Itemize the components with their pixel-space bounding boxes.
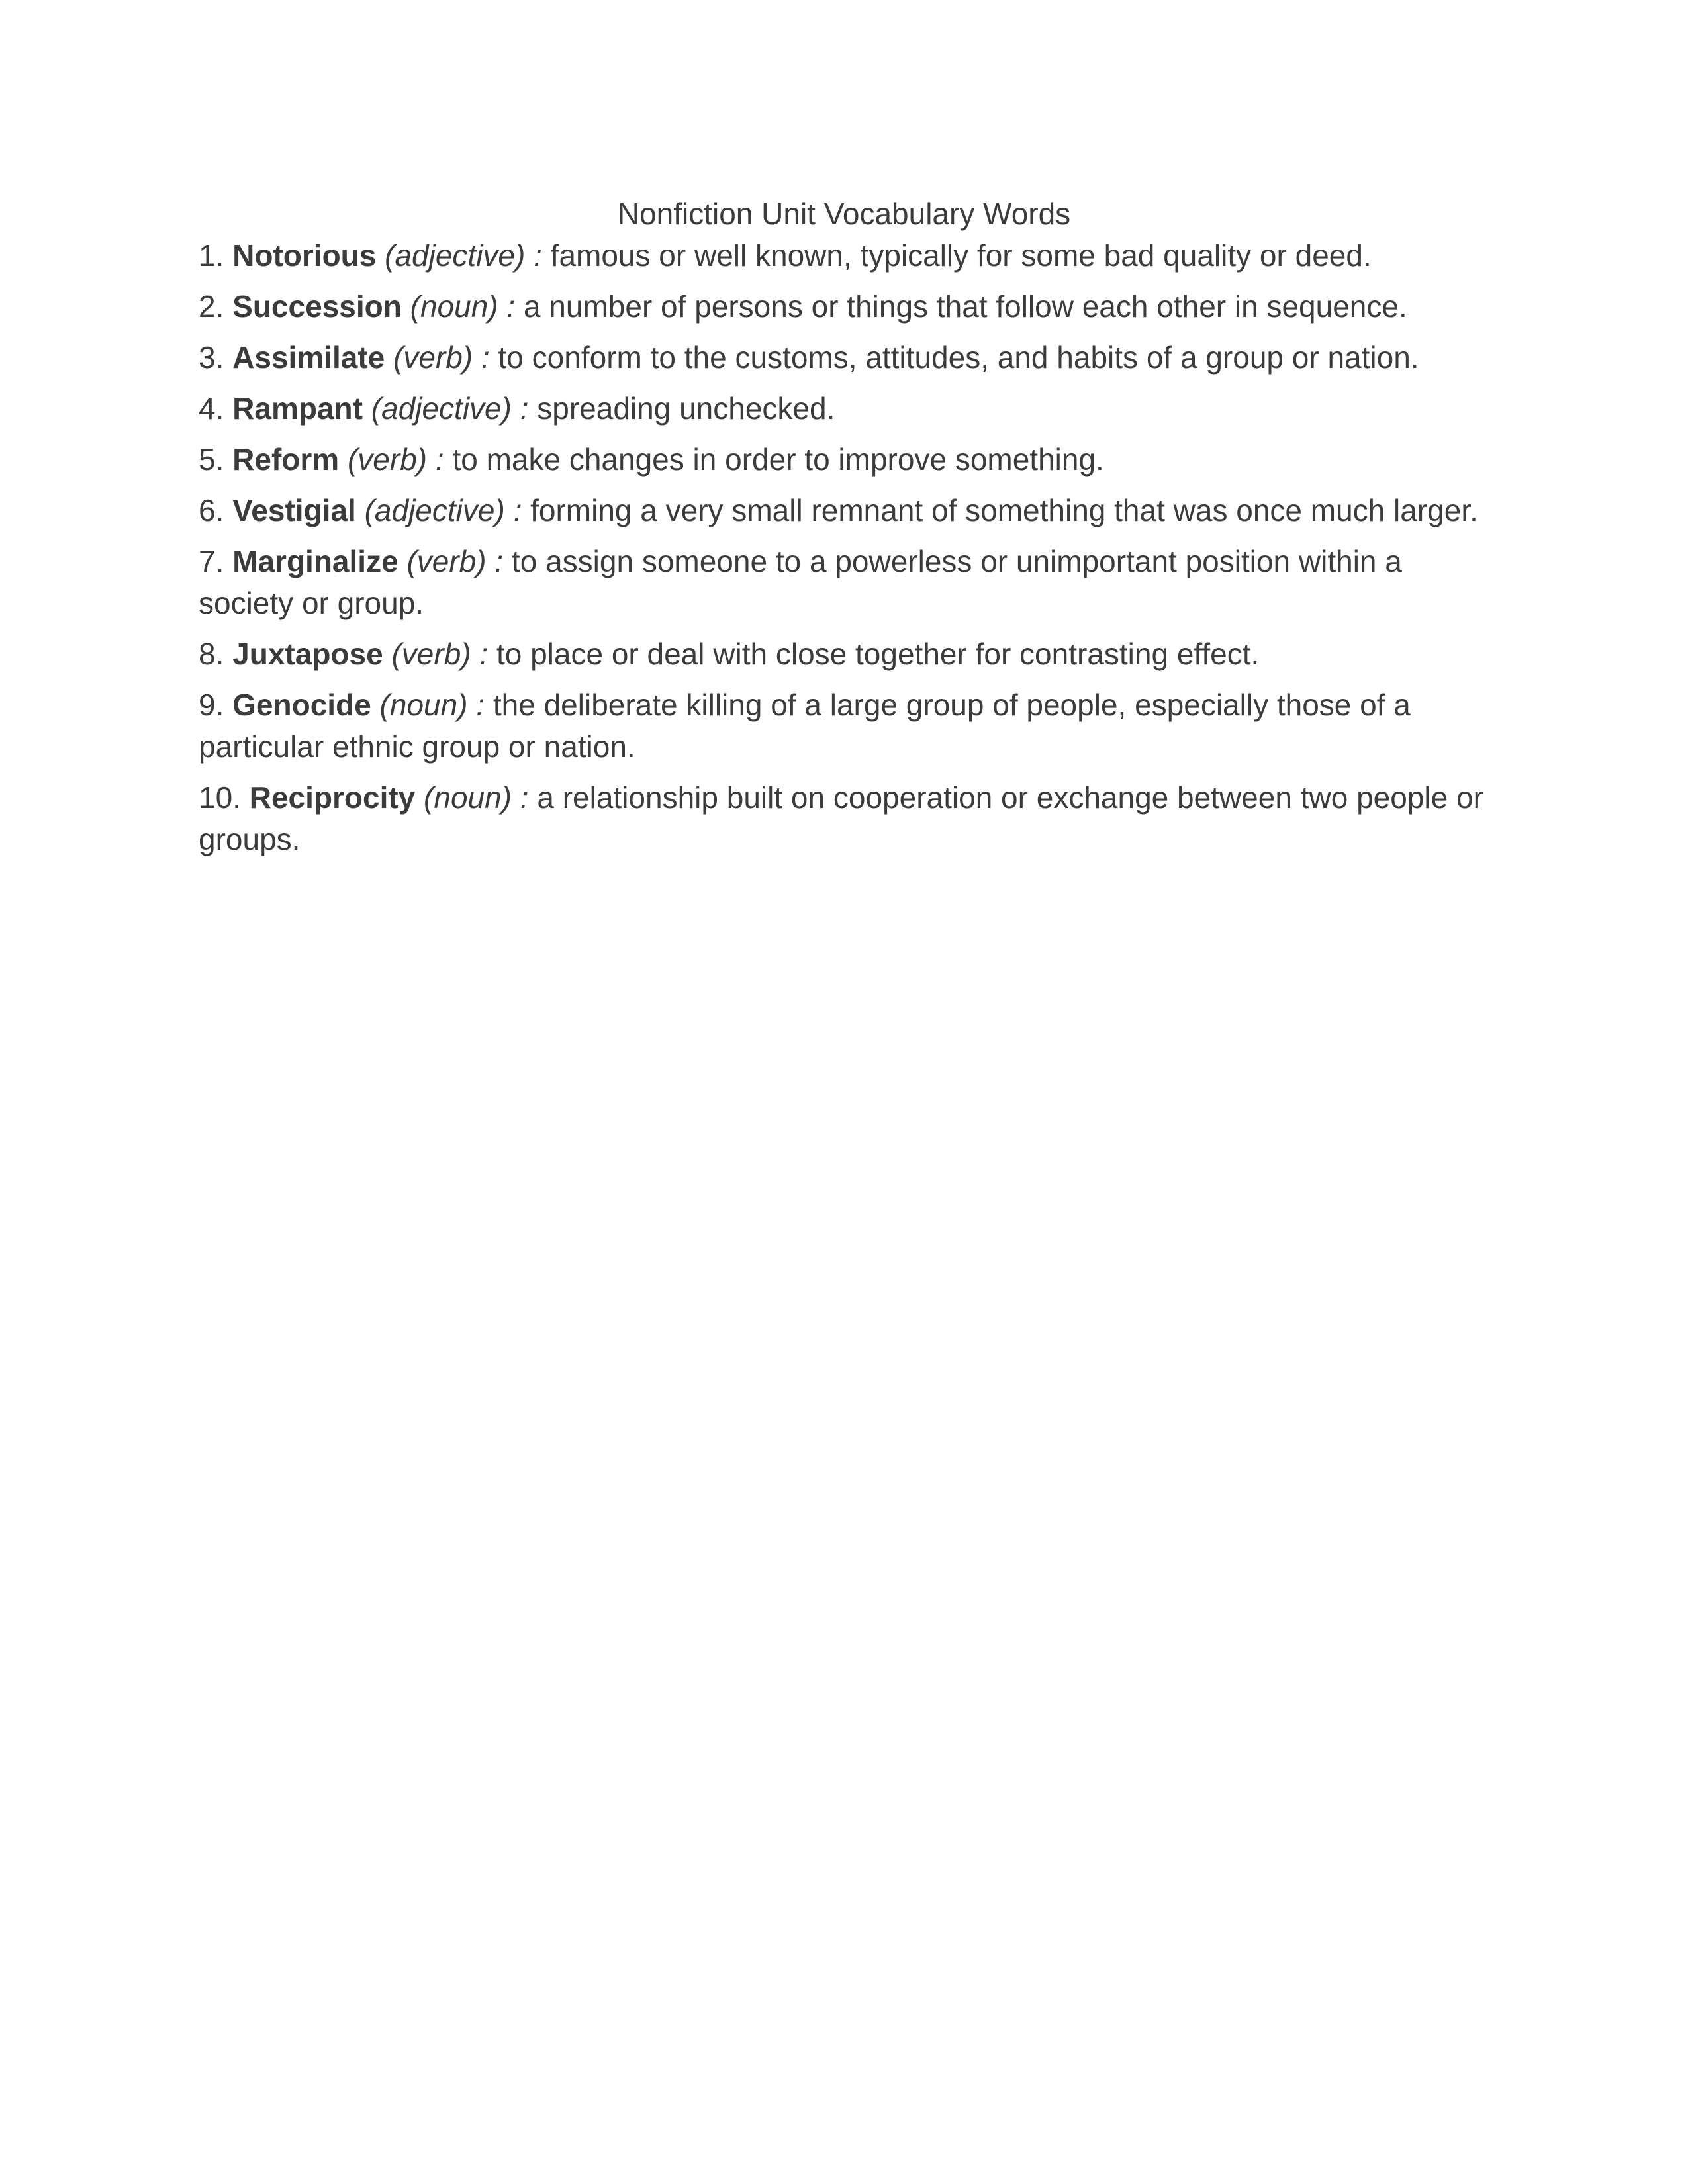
entry-number: 6. (199, 493, 224, 527)
entry-number: 2. (199, 289, 224, 324)
entry-word: Rampant (232, 391, 363, 426)
entry-number: 10. (199, 780, 241, 815)
entry-word: Notorious (232, 238, 377, 273)
entry-definition: to assign someone to a powerless or unimportant position within a society or group. (199, 544, 1402, 620)
entry-definition: to place or deal with close together for contrasting effect. (496, 637, 1260, 671)
entry-pos: (adjective) : (371, 391, 529, 426)
vocab-entry-5 (199, 439, 1489, 480)
vocab-entry-10 (199, 777, 1489, 860)
entry-number: 3. (199, 340, 224, 375)
vocab-entry-3 (199, 337, 1489, 379)
entry-number: 4. (199, 391, 224, 426)
vocab-entry-8 (199, 633, 1489, 675)
entry-word: Marginalize (232, 544, 399, 578)
vocab-entry-4 (199, 388, 1489, 430)
entry-definition: forming a very small remnant of something that was once much larger. (530, 493, 1478, 527)
entry-word: Juxtapose (232, 637, 383, 671)
vocab-entry-9 (199, 684, 1489, 768)
entry-definition: to conform to the customs, attitudes, and habits of a group or nation. (498, 340, 1419, 375)
entry-pos: (adjective) : (385, 238, 542, 273)
document-title: Nonfiction Unit Vocabulary Words (617, 197, 1071, 231)
entry-pos: (verb) : (393, 340, 490, 375)
entry-definition: a number of persons or things that follow each other in sequence. (523, 289, 1407, 324)
entry-word: Reform (232, 442, 340, 477)
entry-number: 1. (199, 238, 224, 273)
vocab-entry-7 (199, 541, 1489, 624)
entry-word: Vestigial (232, 493, 356, 527)
vocab-entry-6 (199, 490, 1489, 531)
entry-word: Assimilate (232, 340, 385, 375)
entry-definition: spreading unchecked. (537, 391, 835, 426)
entry-pos: (noun) : (410, 289, 516, 324)
entry-definition: famous or well known, typically for some bad quality or deed. (550, 238, 1372, 273)
entry-word: Succession (232, 289, 402, 324)
entry-number: 8. (199, 637, 224, 671)
entry-word: Reciprocity (249, 780, 416, 815)
entry-number: 7. (199, 544, 224, 578)
entry-number: 5. (199, 442, 224, 477)
entry-definition: the deliberate killing of a large group of people, especially those of a particular ethnic group or nation. (199, 688, 1411, 764)
entry-pos: (adjective) : (364, 493, 522, 527)
entry-pos: (verb) : (347, 442, 444, 477)
vocab-entry-2 (199, 286, 1489, 328)
entry-pos: (verb) : (406, 544, 504, 578)
entry-word: Genocide (232, 688, 371, 722)
entry-number: 9. (199, 688, 224, 722)
entry-pos: (noun) : (379, 688, 485, 722)
entry-pos: (verb) : (391, 637, 489, 671)
entry-pos: (noun) : (424, 780, 529, 815)
entry-definition: to make changes in order to improve something. (452, 442, 1104, 477)
entry-definition: a relationship built on cooperation or exchange between two people or groups. (199, 780, 1483, 856)
vocab-entry-1 (199, 235, 1489, 277)
